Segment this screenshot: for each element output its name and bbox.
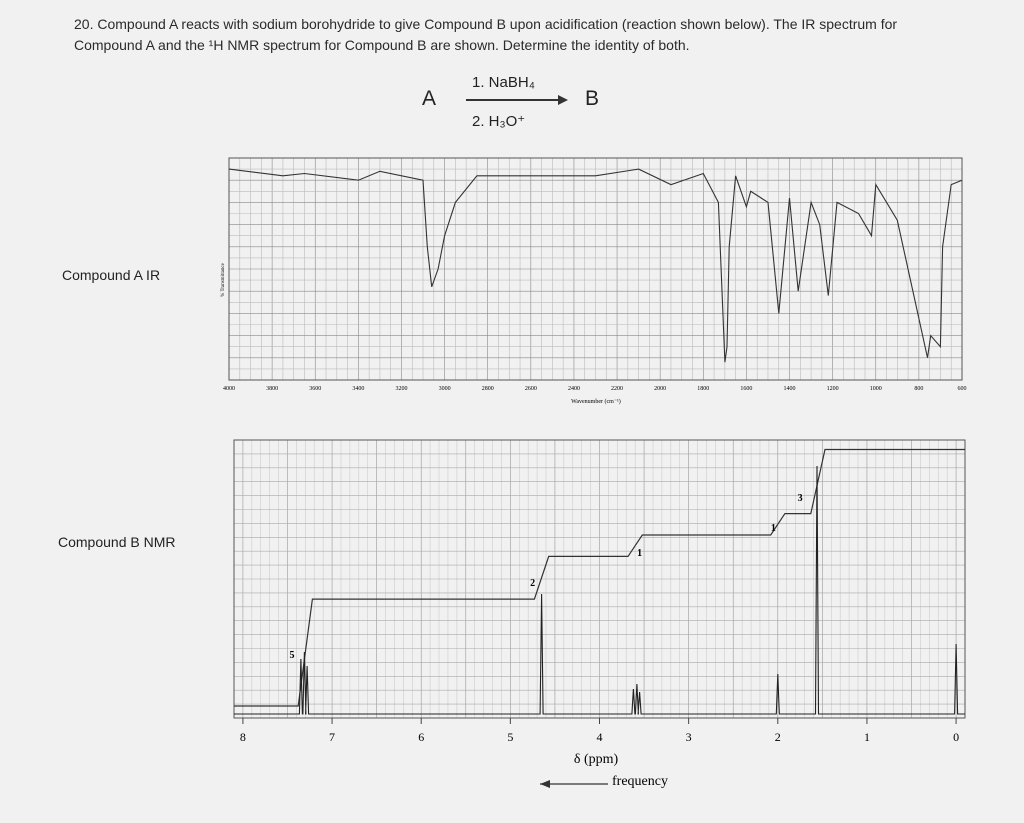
product-label: B	[585, 87, 600, 110]
reagent-step-2: 2. H₃O⁺	[472, 113, 526, 130]
frequency-label: frequency	[612, 774, 668, 789]
ir-tick-label: 3800	[266, 386, 279, 392]
nmr-tick-label: 3	[685, 730, 692, 744]
ir-tick-label: 800	[914, 386, 924, 392]
nmr-tick-label: 4	[596, 730, 603, 744]
nmr-x-axis-label: δ (ppm)	[573, 752, 619, 767]
nmr-tick-label: 8	[239, 730, 246, 744]
nmr-integration-label: 5	[289, 650, 295, 661]
ir-tick-label: 2400	[567, 386, 580, 392]
ir-tick-label: 2200	[611, 386, 624, 392]
ir-tick-label: 2800	[481, 386, 494, 392]
ir-y-axis-label: % Transmittance	[221, 263, 226, 297]
nmr-integration-label: 1	[637, 548, 643, 559]
ir-tick-label: 1200	[826, 386, 839, 392]
nmr-integration-label: 1	[770, 523, 776, 534]
nmr-tick-label: 0	[953, 730, 960, 744]
reactant-label: A	[422, 87, 437, 110]
nmr-tick-label: 2	[774, 730, 781, 744]
frequency-arrow-head-icon	[540, 780, 550, 788]
nmr-tick-labels	[240, 718, 959, 744]
ir-tick-label: 2600	[524, 386, 537, 392]
ir-tick-label: 3400	[352, 386, 365, 392]
nmr-side-label: Compound B NMR	[58, 534, 176, 550]
ir-grid	[229, 158, 962, 380]
ir-tick-label: 4000	[223, 386, 235, 392]
nmr-tick-label: 7	[329, 730, 336, 744]
ir-tick-label: 1600	[740, 386, 753, 392]
ir-tick-labels	[223, 386, 967, 392]
nmr-tick-label: 5	[507, 730, 514, 744]
reagent-step-1: 1. NaBH₄	[472, 74, 535, 91]
ir-tick-label: 1800	[697, 386, 710, 392]
ir-tick-label: 2000	[654, 386, 667, 392]
ir-x-axis-label: Wavenumber (cm⁻¹)	[571, 399, 621, 405]
nmr-integration-label: 3	[797, 493, 803, 504]
ir-tick-label: 3000	[438, 386, 451, 392]
ir-tick-label: 3200	[395, 386, 408, 392]
ir-tick-label: 1400	[783, 386, 796, 392]
question-text: 20. Compound A reacts with sodium borohydride to give Compound B upon acidification (reaction shown below). The IR spectrum for Compound A and the ¹H NMR spectrum for Compound B are shown. Determine the identity of both.	[74, 16, 898, 53]
ir-tick-label: 3600	[309, 386, 322, 392]
ir-tick-label: 1000	[869, 386, 882, 392]
ir-side-label: Compound A IR	[62, 267, 161, 283]
ir-tick-label: 600	[957, 386, 967, 392]
nmr-integration-label: 2	[530, 578, 536, 589]
nmr-tick-label: 1	[863, 730, 870, 744]
nmr-grid	[234, 440, 965, 718]
nmr-tick-label: 6	[418, 730, 425, 744]
